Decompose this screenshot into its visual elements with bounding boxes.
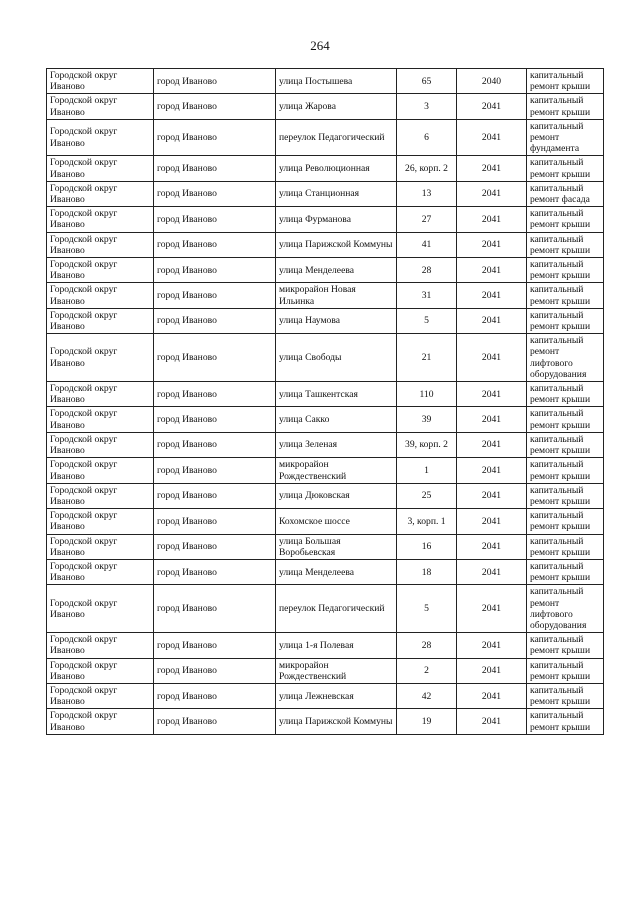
district-cell: Городской округ Иваново (47, 207, 154, 232)
street-cell: улица Ташкентская (276, 382, 397, 407)
table-row (47, 382, 604, 407)
district-cell: Городской округ Иваново (47, 308, 154, 333)
table-row (47, 683, 604, 708)
city-cell: город Иваново (154, 283, 276, 308)
table-row (47, 232, 604, 257)
work-type-cell: капитальный ремонт крыши (527, 559, 604, 584)
city-cell: город Иваново (154, 258, 276, 283)
house-number-cell: 16 (397, 534, 457, 559)
work-type-cell: капитальный ремонт лифтового оборудования (527, 585, 604, 633)
year-cell: 2041 (457, 207, 527, 232)
district-cell: Городской округ Иваново (47, 585, 154, 633)
street-cell: микрорайон Рождественский (276, 658, 397, 683)
city-cell: город Иваново (154, 509, 276, 534)
street-cell: улица 1-я Полевая (276, 633, 397, 658)
year-cell: 2041 (457, 119, 527, 156)
street-cell: улица Фурманова (276, 207, 397, 232)
table-row (47, 658, 604, 683)
work-type-cell: капитальный ремонт фасада (527, 181, 604, 206)
table-row (47, 633, 604, 658)
table-row (47, 308, 604, 333)
city-cell: город Иваново (154, 585, 276, 633)
city-cell: город Иваново (154, 534, 276, 559)
city-cell: город Иваново (154, 407, 276, 432)
district-cell: Городской округ Иваново (47, 69, 154, 94)
work-type-cell: капитальный ремонт крыши (527, 432, 604, 457)
year-cell: 2041 (457, 585, 527, 633)
page-number: 264 (310, 38, 330, 53)
city-cell: город Иваново (154, 334, 276, 382)
year-cell: 2041 (457, 683, 527, 708)
house-number-cell: 6 (397, 119, 457, 156)
district-cell: Городской округ Иваново (47, 483, 154, 508)
city-cell: город Иваново (154, 207, 276, 232)
year-cell: 2041 (457, 432, 527, 457)
work-type-cell: капитальный ремонт крыши (527, 382, 604, 407)
city-cell: город Иваново (154, 232, 276, 257)
year-cell: 2041 (457, 509, 527, 534)
table-row (47, 432, 604, 457)
district-cell: Городской округ Иваново (47, 334, 154, 382)
district-cell: Городской округ Иваново (47, 559, 154, 584)
table-row (47, 181, 604, 206)
street-cell: микрорайон Новая Ильинка (276, 283, 397, 308)
work-type-cell: капитальный ремонт крыши (527, 458, 604, 483)
year-cell: 2041 (457, 633, 527, 658)
city-cell: город Иваново (154, 382, 276, 407)
house-number-cell: 26, корп. 2 (397, 156, 457, 181)
table-row (47, 207, 604, 232)
work-type-cell: капитальный ремонт крыши (527, 94, 604, 119)
district-cell: Городской округ Иваново (47, 658, 154, 683)
year-cell: 2041 (457, 156, 527, 181)
year-cell: 2041 (457, 658, 527, 683)
street-cell: улица Большая Воробьевская (276, 534, 397, 559)
house-number-cell: 42 (397, 683, 457, 708)
street-cell: улица Наумова (276, 308, 397, 333)
year-cell: 2041 (457, 334, 527, 382)
work-type-cell: капитальный ремонт крыши (527, 69, 604, 94)
city-cell: город Иваново (154, 181, 276, 206)
work-type-cell: капитальный ремонт крыши (527, 407, 604, 432)
street-cell: переулок Педагогический (276, 585, 397, 633)
district-cell: Городской округ Иваново (47, 94, 154, 119)
table-row (47, 69, 604, 94)
street-cell: улица Парижской Коммуны (276, 232, 397, 257)
district-cell: Городской округ Иваново (47, 283, 154, 308)
city-cell: город Иваново (154, 483, 276, 508)
year-cell: 2041 (457, 258, 527, 283)
work-type-cell: капитальный ремонт крыши (527, 658, 604, 683)
street-cell: улица Лежневская (276, 683, 397, 708)
house-number-cell: 28 (397, 633, 457, 658)
house-number-cell: 21 (397, 334, 457, 382)
district-cell: Городской округ Иваново (47, 258, 154, 283)
table-row (47, 559, 604, 584)
city-cell: город Иваново (154, 156, 276, 181)
work-type-cell: капитальный ремонт крыши (527, 633, 604, 658)
work-type-cell: капитальный ремонт крыши (527, 283, 604, 308)
year-cell: 2041 (457, 559, 527, 584)
housing-repair-table (46, 68, 604, 735)
district-cell: Городской округ Иваново (47, 382, 154, 407)
district-cell: Городской округ Иваново (47, 709, 154, 734)
year-cell: 2041 (457, 283, 527, 308)
work-type-cell: капитальный ремонт крыши (527, 483, 604, 508)
table-row (47, 334, 604, 382)
table-row (47, 709, 604, 734)
work-type-cell: капитальный ремонт крыши (527, 258, 604, 283)
house-number-cell: 39, корп. 2 (397, 432, 457, 457)
year-cell: 2041 (457, 458, 527, 483)
table-row (47, 94, 604, 119)
year-cell: 2041 (457, 483, 527, 508)
street-cell: улица Свободы (276, 334, 397, 382)
city-cell: город Иваново (154, 458, 276, 483)
house-number-cell: 19 (397, 709, 457, 734)
house-number-cell: 3, корп. 1 (397, 509, 457, 534)
city-cell: город Иваново (154, 119, 276, 156)
city-cell: город Иваново (154, 308, 276, 333)
work-type-cell: капитальный ремонт фундамента (527, 119, 604, 156)
house-number-cell: 5 (397, 585, 457, 633)
street-cell: улица Менделеева (276, 258, 397, 283)
house-number-cell: 18 (397, 559, 457, 584)
table-row (47, 407, 604, 432)
city-cell: город Иваново (154, 69, 276, 94)
street-cell: улица Дюковская (276, 483, 397, 508)
district-cell: Городской округ Иваново (47, 181, 154, 206)
work-type-cell: капитальный ремонт крыши (527, 534, 604, 559)
street-cell: улица Революционная (276, 156, 397, 181)
house-number-cell: 31 (397, 283, 457, 308)
city-cell: город Иваново (154, 709, 276, 734)
work-type-cell: капитальный ремонт лифтового оборудования (527, 334, 604, 382)
street-cell: улица Жарова (276, 94, 397, 119)
table-row (47, 509, 604, 534)
street-cell: улица Зеленая (276, 432, 397, 457)
house-number-cell: 25 (397, 483, 457, 508)
district-cell: Городской округ Иваново (47, 534, 154, 559)
year-cell: 2040 (457, 69, 527, 94)
city-cell: город Иваново (154, 94, 276, 119)
district-cell: Городской округ Иваново (47, 407, 154, 432)
year-cell: 2041 (457, 308, 527, 333)
work-type-cell: капитальный ремонт крыши (527, 207, 604, 232)
district-cell: Городской округ Иваново (47, 232, 154, 257)
district-cell: Городской округ Иваново (47, 119, 154, 156)
street-cell: улица Менделеева (276, 559, 397, 584)
year-cell: 2041 (457, 709, 527, 734)
table-row (47, 534, 604, 559)
table-row (47, 258, 604, 283)
city-cell: город Иваново (154, 559, 276, 584)
district-cell: Городской округ Иваново (47, 156, 154, 181)
table-row (47, 483, 604, 508)
house-number-cell: 1 (397, 458, 457, 483)
city-cell: город Иваново (154, 432, 276, 457)
street-cell: Кохомское шоссе (276, 509, 397, 534)
house-number-cell: 39 (397, 407, 457, 432)
house-number-cell: 5 (397, 308, 457, 333)
work-type-cell: капитальный ремонт крыши (527, 709, 604, 734)
street-cell: улица Парижской Коммуны (276, 709, 397, 734)
work-type-cell: капитальный ремонт крыши (527, 683, 604, 708)
year-cell: 2041 (457, 407, 527, 432)
street-cell: улица Станционная (276, 181, 397, 206)
table-row (47, 283, 604, 308)
city-cell: город Иваново (154, 683, 276, 708)
district-cell: Городской округ Иваново (47, 633, 154, 658)
table-body (47, 69, 604, 735)
year-cell: 2041 (457, 382, 527, 407)
district-cell: Городской округ Иваново (47, 432, 154, 457)
year-cell: 2041 (457, 534, 527, 559)
table-row (47, 119, 604, 156)
city-cell: город Иваново (154, 658, 276, 683)
year-cell: 2041 (457, 94, 527, 119)
street-cell: микрорайон Рождественский (276, 458, 397, 483)
house-number-cell: 41 (397, 232, 457, 257)
city-cell: город Иваново (154, 633, 276, 658)
house-number-cell: 110 (397, 382, 457, 407)
district-cell: Городской округ Иваново (47, 458, 154, 483)
district-cell: Городской округ Иваново (47, 683, 154, 708)
work-type-cell: капитальный ремонт крыши (527, 308, 604, 333)
street-cell: улица Сакко (276, 407, 397, 432)
street-cell: переулок Педагогический (276, 119, 397, 156)
house-number-cell: 3 (397, 94, 457, 119)
year-cell: 2041 (457, 232, 527, 257)
work-type-cell: капитальный ремонт крыши (527, 156, 604, 181)
table-row (47, 458, 604, 483)
house-number-cell: 65 (397, 69, 457, 94)
year-cell: 2041 (457, 181, 527, 206)
street-cell: улица Постышева (276, 69, 397, 94)
district-cell: Городской округ Иваново (47, 509, 154, 534)
house-number-cell: 13 (397, 181, 457, 206)
house-number-cell: 2 (397, 658, 457, 683)
table-row (47, 585, 604, 633)
house-number-cell: 28 (397, 258, 457, 283)
table-row (47, 156, 604, 181)
work-type-cell: капитальный ремонт крыши (527, 232, 604, 257)
house-number-cell: 27 (397, 207, 457, 232)
work-type-cell: капитальный ремонт крыши (527, 509, 604, 534)
